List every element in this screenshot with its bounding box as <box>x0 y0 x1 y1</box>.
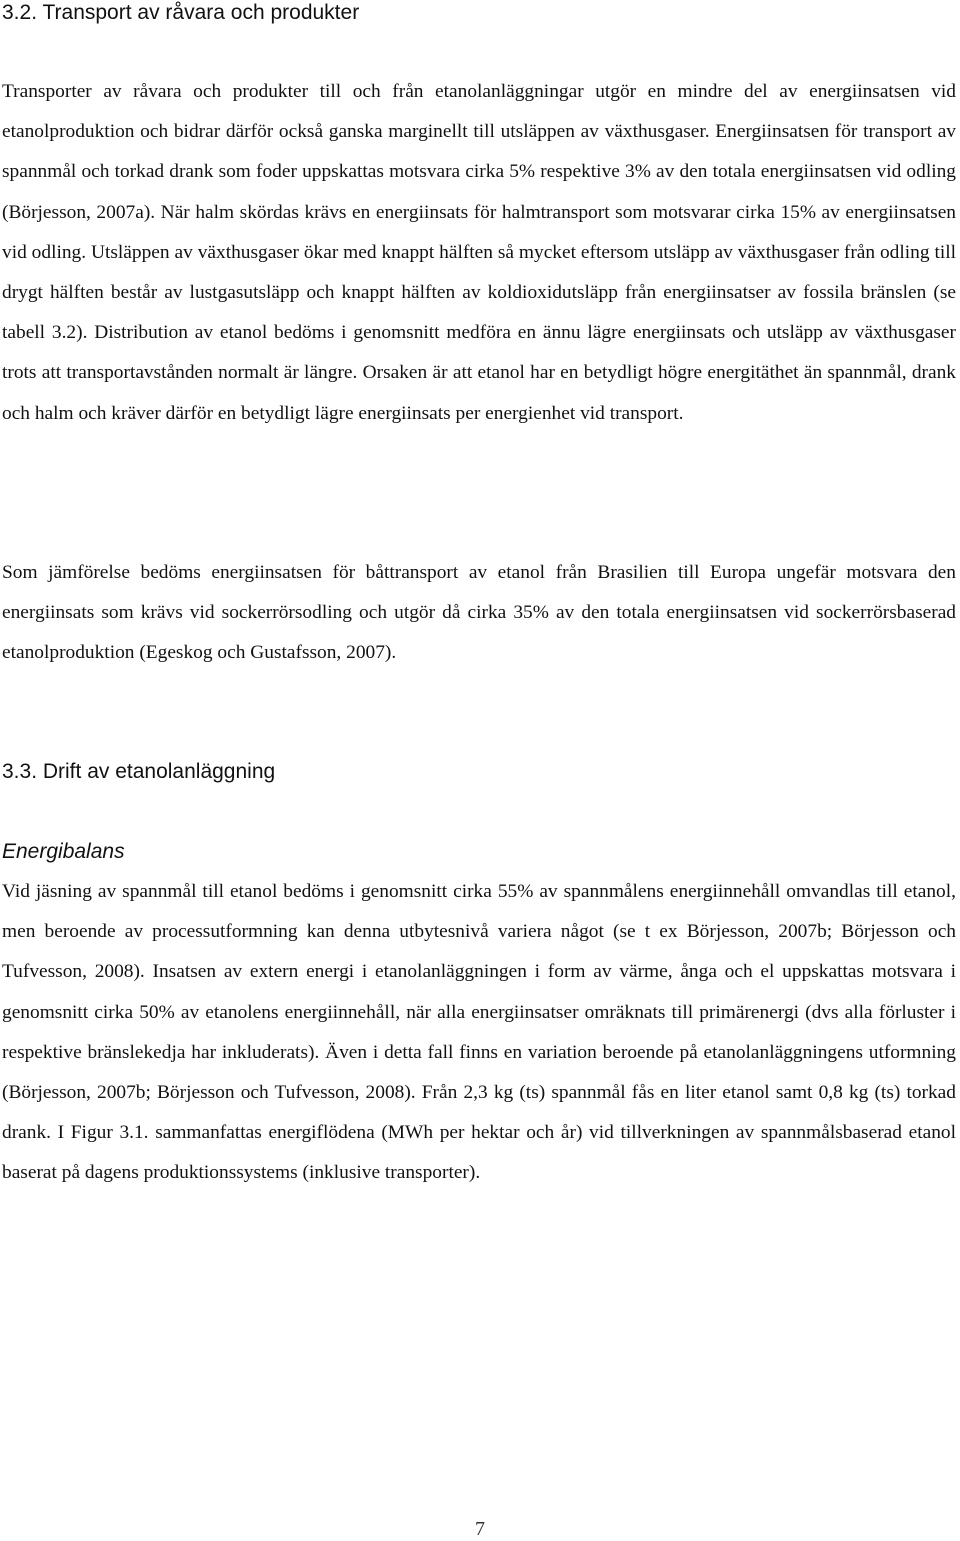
section-heading-transport: 3.2. Transport av råvara och produkter <box>2 1 360 24</box>
paragraph-drift-1: Vid jäsning av spannmål till etanol bedöms i genomsnitt cirka 55% av spannmålens energiinnehåll omvandlas till etanol, men beroende av processutformning kan denna utbytesnivå variera något (se t ex Börjesson, 2007b; Börjesson och Tufvesson, 2008). Insatsen av extern energi i etanolanläggningen i form av värme, ånga och el uppskattas motsvara i genomsnitt cirka 50% av etanolens energiinnehåll, när alla energiinsatser omräknats till primärenergi (dvs alla förluster i respektive bränslekedja har inkluderats). Även i detta fall finns en variation beroende på etanolanläggningens utformning (Börjesson, 2007b; Börjesson och Tufvesson, 2008). Från 2,3 kg (ts) spannmål fås en liter etanol samt 0,8 kg (ts) torkad drank. I Figur 3.1. sammanfattas energiflödena (MWh per hektar och år) vid tillverkningen av spannmålsbaserad etanol baserat på dagens produktionssystems (inklusive transporter). <box>2 881 956 1184</box>
paragraph-transport-2: Som jämförelse bedöms energiinsatsen för båttransport av etanol från Brasilien till Europa ungefär motsvara den energiinsats som krävs vid sockerrörsodling och utgör då cirka 35% av den totala energiinsatsen vid sockerrörsbaserad etanolproduktion (Egeskog och Gustafsson, 2007). <box>2 562 956 664</box>
page-number: 7 <box>475 1518 485 1540</box>
paragraph-transport-1: Transporter av råvara och produkter till och från etanolanläggningar utgör en mindre del av energiinsatsen vid etanolproduktion och bidrar därför också ganska marginellt till utsläppen av växthusgaser. Energiinsatsen för transport av spannmål och torkad drank som foder uppskattas motsvara cirka 5% respektive 3% av den totala energiinsatsen vid odling (Börjesson, 2007a). När halm skördas krävs en energiinsats för halmtransport som motsvarar cirka 15% av energiinsatsen vid odling. Utsläppen av växthusgaser ökar med knappt hälften så mycket eftersom utsläpp av växthusgaser från odling till drygt hälften består av lustgasutsläpp och knappt hälften av koldioxidutsläpp från energiinsatser av fossila bränslen (se tabell 3.2). Distribution av etanol bedöms i genomsnitt medföra en ännu lägre energiinsats och utsläpp av växthusgaser trots att transportavstånden normalt är längre. Orsaken är att etanol har en betydligt högre energitäthet än spannmål, drank och halm och kräver därför en betydligt lägre energiinsats per energienhet vid transport. <box>2 81 956 424</box>
subheading-energibalans: Energibalans <box>2 840 125 863</box>
section-heading-drift: 3.3. Drift av etanolanläggning <box>2 760 276 783</box>
